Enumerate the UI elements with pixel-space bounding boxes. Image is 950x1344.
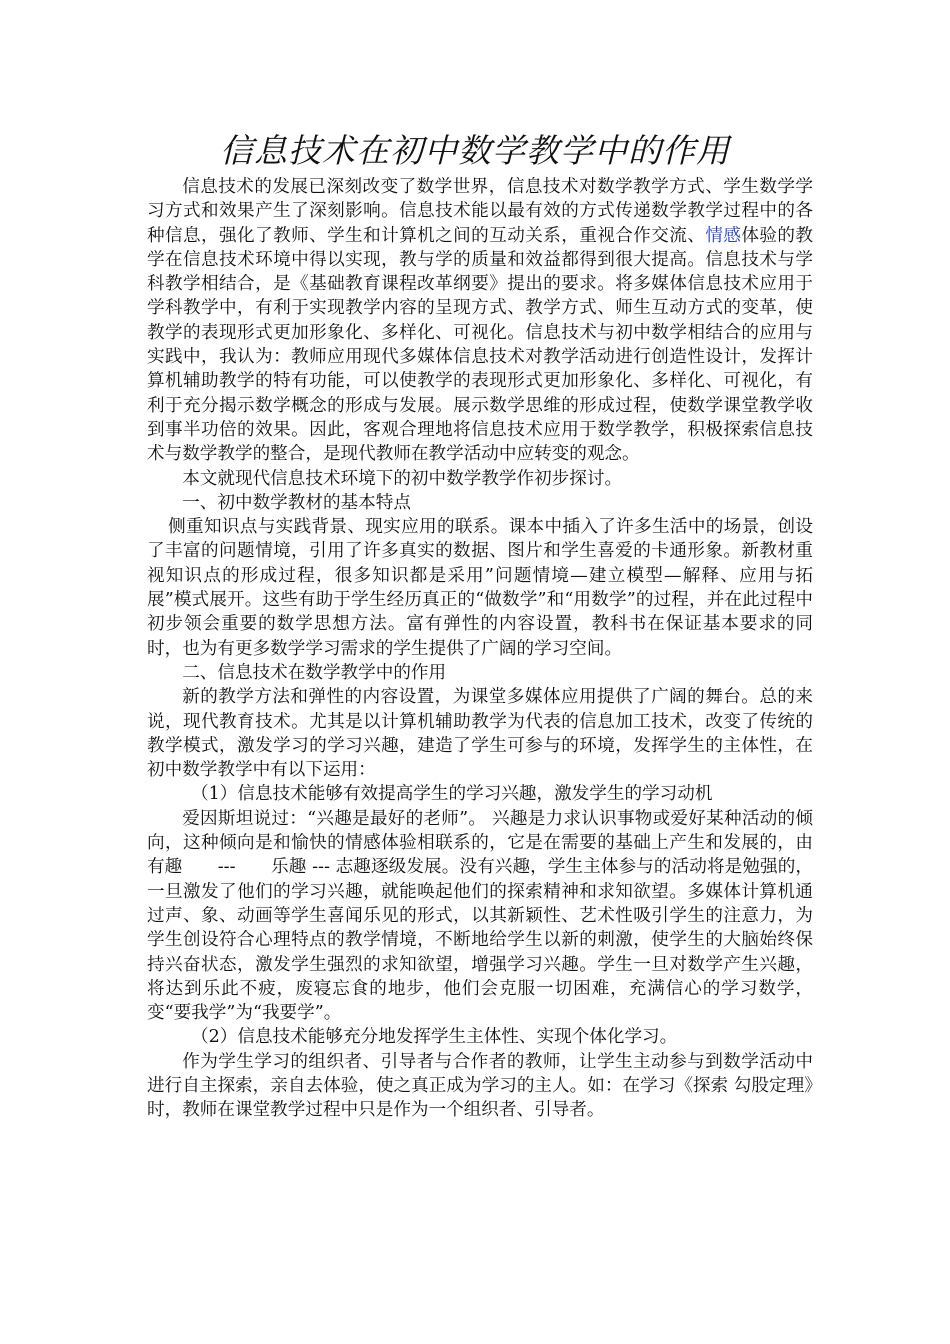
section-heading-2: 二、信息技术在数学教学中的作用 <box>182 662 447 683</box>
paragraph-intro-part2: 体验的教学在信息技术环境中得以实现，教与学的质量和效益都得到很大提高。信息技术与学科教学相结合，是《基础教育课程改革纲要》提出的要求。将多媒体信息技术应用于学科教学中，有利于实现教学内容的呈现方式、教学方式、师生互动方式的变革，使教学的表现形式更加形象化、多样化、可视化。信息技术与初中数学相结合的应用与实践中，我认为：教师应用现代多媒体信息技术对教学活动进行创造性设计，发挥计算机辅助教学的特有功能，可以使教学的表现形式更加形象化、多样化、可视化，有利于充分揭示数学概念的形成与发展。展示数学思维的形成过程，使数学课堂教学收到事半功倍的效果。因此，客观合理地将信息技术应用于数学教学，积极探索信息技术与数学教学的整合，是现代教师在教学活动中应转变的观念。 <box>147 225 813 465</box>
paragraph-role: 新的教学方法和弹性的内容设置，为课堂多媒体应用提供了广阔的舞台。总的来说，现代教育技术。尤其是以计算机辅助教学为代表的信息加工技术，改变了传统的教学模式，激发学习的学习兴趣，建造了学生可参与的环境，发挥学生的主体性，在初中数学教学中有以下运用： <box>147 687 813 781</box>
emotion-link[interactable]: 情感 <box>705 225 742 246</box>
subsection-heading-2: （2）信息技术能够充分地发挥学生主体性、实现个体化学习。 <box>191 1027 678 1048</box>
paragraph-interest: 爱因斯坦说过：“兴趣是最好的老师”。 兴趣是力求认识事物或爱好某种活动的倾向，这种倾向是和愉快的情感体验相联系的，它是在需要的基础上产生和发展的，由有趣 --- 乐趣 --- 志趣逐级发展。没有兴趣，学生主体参与的活动将是勉强的，一旦激发了他们的学习兴趣，就能唤起他们的探索精神和求知欲望。多媒体计算机通过声、象、动画等学生喜闻乐见的形式，以其新颖性、艺术性吸引学生的注意力，为学生创设符合心理特点的教学情境，不断地给学生以新的刺激，使学生的大脑始终保持兴奋状态，激发学生强烈的求知欲望，增强学习兴趣。学生一旦对数学产生兴趣，将达到乐此不疲，废寝忘食的地步，他们会克服一切困难，充满信心的学习数学，变“要我学”为“我要学”。 <box>147 808 813 1024</box>
subsection-heading-1: （1）信息技术能够有效提高学生的学习兴趣，激发学生的学习动机 <box>191 784 713 805</box>
paragraph-scope: 本文就现代信息技术环境下的初中数学教学作初步探讨。 <box>182 468 623 489</box>
article-body <box>147 175 813 1123</box>
paragraph-intro <box>147 175 813 467</box>
section-heading-1: 一、初中数学教材的基本特点 <box>182 492 411 513</box>
paragraph-textbook-features: 侧重知识点与实践背景、现实应用的联系。课本中插入了许多生活中的场景，创设了丰富的问题情境，引用了许多真实的数据、图片和学生喜爱的卡通形象。新教材重视知识点的形成过程，很多知识都是采用”问题情境—建立模型—解释、应用与拓展”模式展开。这些有助于学生经历真正的“做数学”和“用数学”的过程，并在此过程中初步领会重要的数学思想方法。富有弹性的内容设置，教科书在保证基本要求的同时，也为有更多数学学习需求的学生提供了广阔的学习空间。 <box>147 517 813 659</box>
paragraph-intro-part1: 信息技术的发展已深刻改变了数学世界，信息技术对数学教学方式、学生数学学习方式和效果产生了深刻影响。信息技术能以最有效的方式传递数学教学过程中的各种信息，强化了教师、学生和计算机之间的互动关系，重视合作交流、 <box>147 177 813 246</box>
page-title: 信息技术在初中数学教学中的作用 <box>220 131 730 170</box>
paragraph-subjectivity: 作为学生学习的组织者、引导者与合作者的教师，让学生主动参与到数学活动中进行自主探索，亲自去体验，使之真正成为学习的主人。如：在学习《探索 勾股定理》时，教师在课堂教学过程中只是作为一个组织者、引导者。 <box>147 1051 813 1121</box>
